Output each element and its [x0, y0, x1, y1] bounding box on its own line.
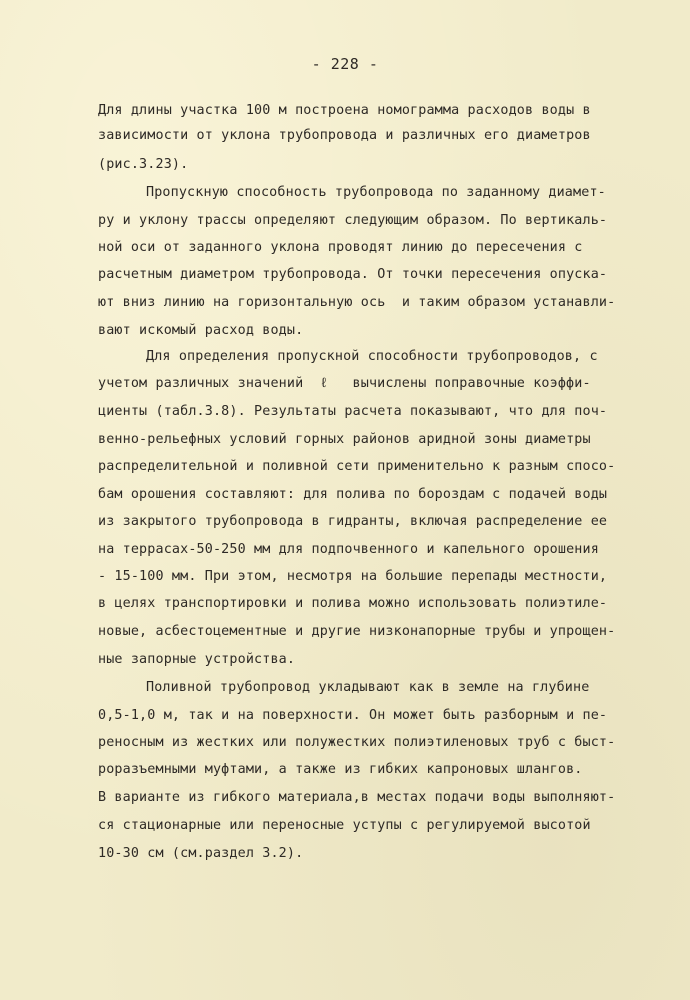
- text-line: циенты (табл.3.8). Результаты расчета показывают, что для поч-: [98, 404, 608, 419]
- text-line: венно-рельефных условий горных районов аридной зоны диаметры: [98, 432, 591, 447]
- text-line: ру и уклону трассы определяют следующим образом. По вертикаль-: [98, 213, 608, 228]
- text-line: 10-30 см (см.раздел 3.2).: [98, 846, 304, 861]
- text-line: на террасах-50-250 мм для подпочвенного и капельного орошения: [98, 542, 599, 557]
- text-line: ные запорные устройства.: [98, 652, 296, 667]
- text-line: В варианте из гибкого материала,в местах подачи воды выполняют-: [98, 790, 616, 805]
- text-line: - 15-100 мм. При этом, несмотря на большие перепады местности,: [98, 569, 608, 584]
- text-line: новые, асбестоцементные и другие низконапорные трубы и упрощен-: [98, 624, 616, 639]
- text-line: Для определения пропускной способности трубопроводов, с: [146, 349, 598, 364]
- text-line: роразъемными муфтами, а также из гибких капроновых шлангов.: [98, 762, 583, 777]
- text-line: вают искомый расход воды.: [98, 323, 304, 338]
- text-line: Пропускную способность трубопровода по заданному диамет-: [146, 185, 606, 200]
- text-line: в целях транспортировки и полива можно использовать полиэтиле-: [98, 596, 608, 611]
- text-line: распределительной и поливной сети применительно к разным спосо-: [98, 459, 616, 474]
- text-line: ся стационарные или переносные уступы с регулируемой высотой: [98, 818, 591, 833]
- text-line: ют вниз линию на горизонтальную ось и таким образом устанавли-: [98, 295, 616, 310]
- text-line: зависимости от уклона трубопровода и различных его диаметров: [98, 128, 591, 143]
- text-line: бам орошения составляют: для полива по бороздам с подачей воды: [98, 487, 608, 502]
- text-line: Поливной трубопровод укладывают как в земле на глубине: [146, 680, 590, 695]
- text-line: 0,5-1,0 м, так и на поверхности. Он может быть разборным и пе-: [98, 708, 608, 723]
- text-line: Для длины участка 100 м построена номограмма расходов воды в: [98, 103, 591, 118]
- page-number: - 228 -: [311, 55, 379, 73]
- text-line: расчетным диаметром трубопровода. От точки пересечения опуска-: [98, 267, 608, 282]
- text-line: (рис.3.23).: [98, 157, 189, 172]
- text-line: из закрытого трубопровода в гидранты, включая распределение ее: [98, 514, 608, 529]
- text-line: учетом различных значений ℓ вычислены поправочные коэффи-: [98, 376, 591, 391]
- text-line: ной оси от заданного уклона проводят линию до пересечения с: [98, 240, 583, 255]
- text-line: реносным из жестких или полужестких полиэтиленовых труб с быст-: [98, 735, 616, 750]
